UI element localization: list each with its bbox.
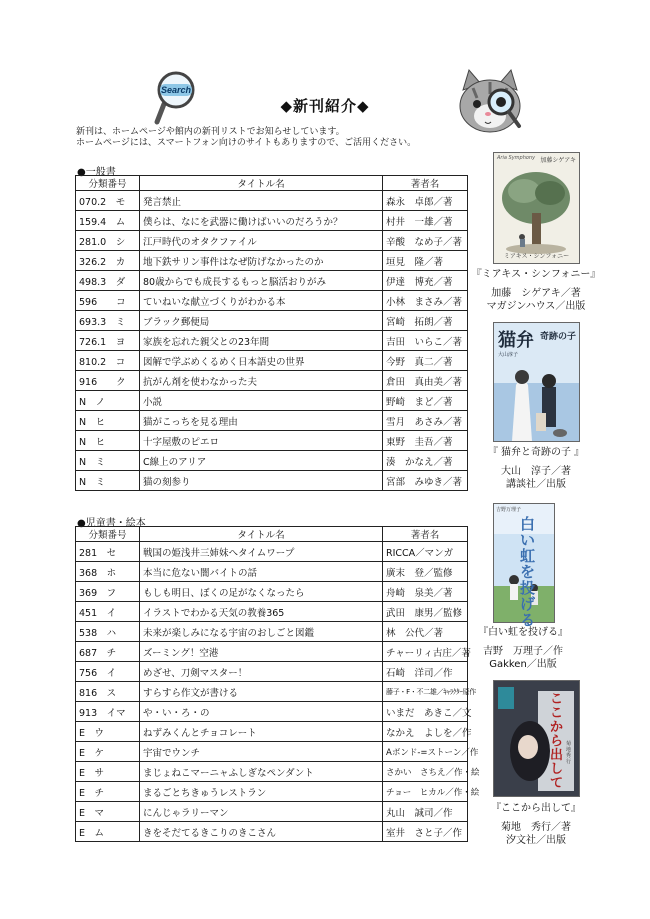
book-author: 今野 真二／著 xyxy=(383,351,468,371)
class-number: 326.2 カ xyxy=(76,251,140,271)
feature-4-publisher: 汐文社／出版 xyxy=(506,835,566,846)
table-row xyxy=(76,291,468,311)
class-number: 596 コ xyxy=(76,291,140,311)
book-title: C線上のアリア xyxy=(140,451,383,471)
header-class-number: 分類番号 xyxy=(76,176,140,191)
book-title: 十字屋敷のピエロ xyxy=(140,431,383,451)
table-row xyxy=(76,622,468,642)
book-title: 江戸時代のオタクファイル xyxy=(140,231,383,251)
table-row xyxy=(76,311,468,331)
table-row xyxy=(76,722,468,742)
table-row xyxy=(76,742,468,762)
class-number: 498.3 ダ xyxy=(76,271,140,291)
book-author: 小林 まさみ／著 xyxy=(383,291,468,311)
class-number: 070.2 モ xyxy=(76,191,140,211)
book-author: 伊達 博充／著 xyxy=(383,271,468,291)
class-number: 368 ホ xyxy=(76,562,140,582)
table-row xyxy=(76,431,468,451)
book-title: 地下鉄サリン事件はなぜ防げなかったのか xyxy=(140,251,383,271)
class-number: N ミ xyxy=(76,451,140,471)
table-row xyxy=(76,191,468,211)
class-number: E ケ xyxy=(76,742,140,762)
book-title: ていねいな献立づくりがわかる本 xyxy=(140,291,383,311)
book-author: 辛酸 なめ子／著 xyxy=(383,231,468,251)
book-title: イラストでわかる天気の教養365 xyxy=(140,602,383,622)
book-author: 武田 康男／監修 xyxy=(383,602,468,622)
feature-1-author: 加藤 シゲアキ／著 xyxy=(491,288,581,299)
table-row xyxy=(76,451,468,471)
feature-2-caption xyxy=(466,446,606,491)
feature-3-publisher: Gakken／出版 xyxy=(489,659,557,670)
book-title: にんじゃラリーマン xyxy=(140,802,383,822)
class-number: 810.2 コ xyxy=(76,351,140,371)
page-title: ◆新刊紹介◆ xyxy=(280,97,370,115)
book-title: 小説 xyxy=(140,391,383,411)
feature-4-title: 『ここから出して』 xyxy=(491,803,581,814)
book-author: 宮部 みゆき／著 xyxy=(383,471,468,491)
cover-2-title-sub: 奇跡の子 xyxy=(539,332,576,342)
book-author: 倉田 真由美／著 xyxy=(383,371,468,391)
book-title: や・い・ろ・の xyxy=(140,702,383,722)
book-cover-4 xyxy=(493,680,580,797)
cover-3-author: 吉野万理子 xyxy=(496,507,522,513)
table-row xyxy=(76,682,468,702)
book-title: もしも明日、ぼくの足がなくなったら xyxy=(140,582,383,602)
book-title: ズーミング！空港 xyxy=(140,642,383,662)
feature-2-title: 『 猫弁と奇跡の子 』 xyxy=(487,447,585,458)
book-title: 宇宙でウンチ xyxy=(140,742,383,762)
class-number: 159.4 ム xyxy=(76,211,140,231)
book-author: 石崎 洋司／作 xyxy=(383,662,468,682)
class-number: E チ xyxy=(76,782,140,802)
table-row xyxy=(76,471,468,491)
book-author: 垣見 隆／著 xyxy=(383,251,468,271)
class-number: 281.0 シ xyxy=(76,231,140,251)
feature-2-author: 大山 淳子／著 xyxy=(501,466,571,477)
table-row xyxy=(76,331,468,351)
class-number: 687 チ xyxy=(76,642,140,662)
class-number: 756 イ xyxy=(76,662,140,682)
general-books-table xyxy=(75,175,468,491)
class-number: 913 イマ xyxy=(76,702,140,722)
table-row xyxy=(76,371,468,391)
class-number: 451 イ xyxy=(76,602,140,622)
book-title: 猫の刻参り xyxy=(140,471,383,491)
table-row xyxy=(76,582,468,602)
class-number: N ヒ xyxy=(76,431,140,451)
table-row xyxy=(76,251,468,271)
table-row xyxy=(76,211,468,231)
book-author: 舟崎 泉美／著 xyxy=(383,582,468,602)
table-row xyxy=(76,702,468,722)
class-number: 916 ク xyxy=(76,371,140,391)
feature-2-publisher: 講談社／出版 xyxy=(506,479,566,490)
book-author: 吉田 いらこ／著 xyxy=(383,331,468,351)
book-title: すらすら作文が書ける xyxy=(140,682,383,702)
feature-4-author: 菊地 秀行／著 xyxy=(501,822,571,833)
book-author: チャーリィ古庄／著 xyxy=(383,642,468,662)
book-title: 80歳からでも成長するもっと脳活おりがみ xyxy=(140,271,383,291)
cover-4-art xyxy=(494,681,579,796)
feature-3-author: 吉野 万理子／作 xyxy=(483,646,563,657)
header-title: タイトル名 xyxy=(140,176,383,191)
class-number: 369 フ xyxy=(76,582,140,602)
feature-1-title: 『ミアキス・シンフォニー』 xyxy=(471,269,601,280)
book-author: いまだ あきこ／文 xyxy=(383,702,468,722)
table-row xyxy=(76,822,468,842)
book-author: 雪月 あさみ／著 xyxy=(383,411,468,431)
class-number: E サ xyxy=(76,762,140,782)
book-title: 僕らは、なにを武器に働けばいいのだろうか？ xyxy=(140,211,383,231)
book-author: 野崎 まど／著 xyxy=(383,391,468,411)
feature-3-title: 『白い虹を投げる』 xyxy=(478,627,568,638)
table-row xyxy=(76,542,468,562)
table-row xyxy=(76,271,468,291)
table-row xyxy=(76,391,468,411)
feature-1-publisher: マガジンハウス／出版 xyxy=(486,301,586,312)
book-title: 発言禁止 xyxy=(140,191,383,211)
class-number: E ム xyxy=(76,822,140,842)
table-row xyxy=(76,642,468,662)
table-row xyxy=(76,662,468,682)
class-number: N ミ xyxy=(76,471,140,491)
book-author: さかい さちえ／作・絵 xyxy=(383,762,468,782)
cover-4-author: 菊地秀行 xyxy=(566,741,572,765)
class-number: 538 ハ xyxy=(76,622,140,642)
children-books-table xyxy=(75,526,480,842)
class-number: E マ xyxy=(76,802,140,822)
book-author: RICCA／マンガ xyxy=(383,542,468,562)
book-author: 森永 卓郎／著 xyxy=(383,191,468,211)
book-author: 東野 圭吾／著 xyxy=(383,431,468,451)
intro-text xyxy=(76,127,416,149)
book-cover-2 xyxy=(493,322,580,442)
book-title: ブラック郵便局 xyxy=(140,311,383,331)
book-title: 未来が楽しみになる宇宙のおしごと図鑑 xyxy=(140,622,383,642)
book-author: 湊 かなえ／著 xyxy=(383,451,468,471)
cover-1-tree-art xyxy=(494,153,579,263)
table-row xyxy=(76,782,468,802)
book-title: まじょねこマーニャふしぎなペンダント xyxy=(140,762,383,782)
search-badge-text: Search xyxy=(160,85,192,95)
cover-2-author: 大山淳子 xyxy=(498,352,519,358)
book-title: 抗がん剤を使わなかった夫 xyxy=(140,371,383,391)
table-row xyxy=(76,802,468,822)
book-author: 藤子・F・不二雄／ｷｬﾗｸﾀｰ原作 xyxy=(383,682,468,702)
book-title: めざせ、刀剣マスター！ xyxy=(140,662,383,682)
feature-3-caption xyxy=(453,626,593,671)
header-author: 著者名 xyxy=(383,527,468,542)
class-number: 281 セ xyxy=(76,542,140,562)
book-cover-1 xyxy=(493,152,580,264)
book-author: 廣末 登／監修 xyxy=(383,562,468,582)
feature-1-caption xyxy=(466,268,606,313)
header-class-number: 分類番号 xyxy=(76,527,140,542)
table-row xyxy=(76,762,468,782)
general-section-heading: ●一般書 xyxy=(77,167,116,178)
cover-1-author: 加藤シゲアキ xyxy=(540,157,576,164)
book-author: 村井 一雄／著 xyxy=(383,211,468,231)
cover-1-top: Aria Symphony xyxy=(497,155,536,161)
book-author: 丸山 誠司／作 xyxy=(383,802,468,822)
header-title: タイトル名 xyxy=(140,527,383,542)
table-row xyxy=(76,351,468,371)
cover-2-title-main: 猫弁 xyxy=(498,330,534,351)
book-author: 宮崎 拓朗／著 xyxy=(383,311,468,331)
book-author: 室井 さと子／作 xyxy=(383,822,468,842)
feature-4-caption xyxy=(466,802,606,847)
book-author: Aボンド-=ストーン／作 xyxy=(383,742,468,762)
book-author: 林 公代／著 xyxy=(383,622,468,642)
class-number: N ノ xyxy=(76,391,140,411)
class-number: 816 ス xyxy=(76,682,140,702)
header-author: 著者名 xyxy=(383,176,468,191)
class-number: 693.3 ミ xyxy=(76,311,140,331)
table-header-row xyxy=(76,527,468,542)
book-author: チョー ヒカル／作・絵 xyxy=(383,782,468,802)
cover-4-title: ここから出して xyxy=(550,692,564,791)
book-title: きをそだてるきこりのきこさん xyxy=(140,822,383,842)
class-number: E ウ xyxy=(76,722,140,742)
book-cover-3 xyxy=(493,503,555,629)
table-row xyxy=(76,231,468,251)
table-row xyxy=(76,602,468,622)
intro-line-2: ホームページには、スマートフォン向けのサイトもありますので、ご活用ください。 xyxy=(76,138,417,148)
book-title: 猫がこっちを見る理由 xyxy=(140,411,383,431)
table-row xyxy=(76,562,468,582)
children-section-heading: ●児童書・絵本 xyxy=(77,518,146,529)
table-header-row xyxy=(76,176,468,191)
intro-line-1: 新刊は、ホームページや館内の新刊リストでお知らせしています。 xyxy=(76,127,345,137)
book-title: 家族を忘れた親父との23年間 xyxy=(140,331,383,351)
book-author: なかえ よしを／作 xyxy=(383,722,468,742)
cover-1-caption: ミアキス・シンフォニー xyxy=(503,253,570,260)
book-title: 本当に危ない闇バイトの話 xyxy=(140,562,383,582)
book-title: 戦国の姫浅井三姉妹へタイムワープ xyxy=(140,542,383,562)
book-title: ねずみくんとチョコレート xyxy=(140,722,383,742)
book-title: 図解で学ぶめくるめく日本語史の世界 xyxy=(140,351,383,371)
cover-3-title: 白い虹を投げる xyxy=(520,515,536,629)
table-row xyxy=(76,411,468,431)
book-title: まるごとちきゅうレストラン xyxy=(140,782,383,802)
class-number: 726.1 ヨ xyxy=(76,331,140,351)
class-number: N ヒ xyxy=(76,411,140,431)
